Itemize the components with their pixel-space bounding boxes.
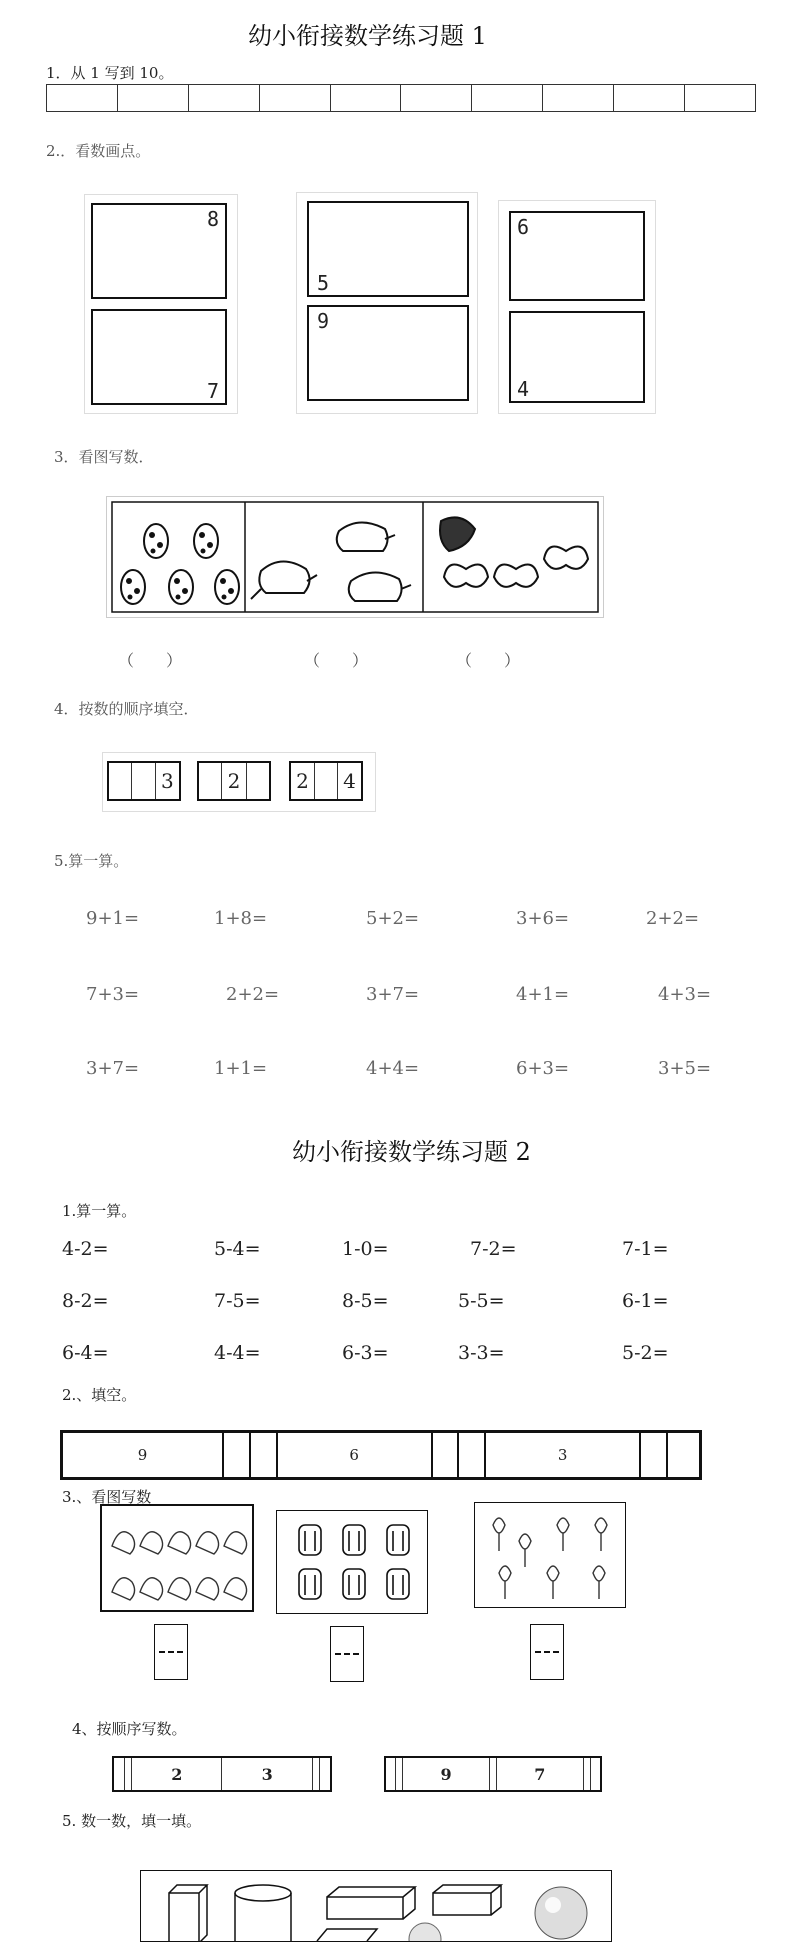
equation: 3+7=	[366, 984, 420, 1005]
equation: 5-4=	[214, 1238, 261, 1260]
equation: 3+7=	[86, 1058, 140, 1079]
dashed-line	[535, 1651, 559, 1653]
sequence-cell[interactable]	[108, 762, 132, 800]
equation: 1+1=	[214, 1058, 268, 1079]
sequence-cell[interactable]: 4	[337, 762, 362, 800]
order-cell[interactable]	[124, 1757, 131, 1791]
fill-cell[interactable]	[458, 1432, 485, 1479]
picture-frame	[474, 1502, 626, 1608]
sheet2-q1-label: 1.算一算。	[62, 1202, 137, 1220]
equation: 4+3=	[658, 984, 712, 1005]
fill-cell[interactable]	[432, 1432, 459, 1479]
sheet1-q4-label: 4．按数的顺序填空．	[54, 700, 199, 718]
fill-cell[interactable]: 6	[277, 1432, 432, 1479]
sequence-cell[interactable]: 2	[222, 762, 246, 800]
write-1-to-10-grid	[46, 84, 756, 112]
sequence-group	[197, 761, 271, 801]
answer-box[interactable]	[530, 1624, 564, 1680]
equation: 7-1=	[622, 1238, 669, 1260]
sheet1-q5-label: 5.算一算。	[54, 852, 129, 870]
dot-drawing-box[interactable]: 8	[91, 203, 227, 299]
equation: 6-3=	[342, 1342, 389, 1364]
dashed-line	[335, 1653, 359, 1655]
picture-frame	[100, 1504, 254, 1612]
equation: 8-5=	[342, 1290, 389, 1312]
answer-parens[interactable]: （ ）	[304, 651, 369, 670]
dot-drawing-box[interactable]: 6	[509, 211, 645, 301]
answer-cell[interactable]	[614, 85, 685, 112]
equation: 2+2=	[646, 908, 700, 929]
fill-cell[interactable]	[667, 1432, 701, 1479]
order-cell[interactable]	[396, 1757, 403, 1791]
sequence-cell[interactable]	[132, 762, 155, 800]
sequence-cell[interactable]	[246, 762, 270, 800]
dot-drawing-box[interactable]: 9	[307, 305, 469, 401]
fill-in-number-row	[60, 1430, 702, 1480]
order-cell[interactable]	[583, 1757, 590, 1791]
fill-cell[interactable]	[223, 1432, 250, 1479]
sheet1-q1-label: 1．从 1 写到 10。	[46, 64, 174, 82]
answer-box[interactable]	[154, 1624, 188, 1680]
order-group	[384, 1756, 602, 1792]
sequence-cell[interactable]: 3	[155, 762, 180, 800]
order-cell[interactable]: 3	[222, 1757, 312, 1791]
equation: 1-0=	[342, 1238, 389, 1260]
order-cell[interactable]	[113, 1757, 124, 1791]
sequence-cell[interactable]	[315, 762, 338, 800]
order-cell[interactable]	[385, 1757, 396, 1791]
equation: 7+3=	[86, 984, 140, 1005]
shapes-panel	[140, 1870, 612, 1942]
equation: 7-5=	[214, 1290, 261, 1312]
equation: 1+8=	[214, 908, 268, 929]
order-group	[112, 1756, 332, 1792]
order-cell[interactable]	[590, 1757, 601, 1791]
3d-shapes-illustration	[141, 1871, 611, 1941]
equation: 9+1=	[86, 908, 140, 929]
sheet2-q5-label: 5. 数一数，填一填。	[62, 1812, 202, 1830]
sheet1-q2-label: 2.．看数画点。	[46, 142, 151, 160]
equation: 5-2=	[622, 1342, 669, 1364]
equation: 4-4=	[214, 1342, 261, 1364]
picture-frame	[276, 1510, 428, 1614]
dot-drawing-box[interactable]: 5	[307, 201, 469, 297]
bags-illustration	[277, 1511, 427, 1613]
dot-box-pair	[296, 192, 478, 414]
equation: 5+2=	[366, 908, 420, 929]
sheet2-q4-label: 4、按顺序写数。	[72, 1720, 187, 1738]
answer-cell[interactable]	[330, 85, 401, 112]
answer-cell[interactable]	[543, 85, 614, 112]
sheet1-q3-label: 3．看图写数．	[54, 448, 154, 466]
animals-illustration	[111, 501, 599, 613]
answer-cell[interactable]	[47, 85, 118, 112]
answer-cell[interactable]	[401, 85, 472, 112]
dashed-line	[159, 1651, 183, 1653]
sheet2-q3-label: 3.、看图写数	[62, 1488, 152, 1506]
answer-cell[interactable]	[472, 85, 543, 112]
flowers-illustration	[475, 1503, 625, 1607]
sequence-group	[107, 761, 181, 801]
equation: 3+6=	[516, 908, 570, 929]
answer-box[interactable]	[330, 1626, 364, 1682]
sheet2-title: 幼小衔接数学练习题 2	[292, 1138, 531, 1166]
order-cell[interactable]: 9	[403, 1757, 490, 1791]
equation: 5-5=	[458, 1290, 505, 1312]
answer-parens[interactable]: （ ）	[456, 651, 521, 670]
equation: 3+5=	[658, 1058, 712, 1079]
fill-cell[interactable]	[640, 1432, 667, 1479]
equation: 4+4=	[366, 1058, 420, 1079]
fill-cell[interactable]	[250, 1432, 277, 1479]
order-cell[interactable]	[489, 1757, 496, 1791]
equation: 8-2=	[62, 1290, 109, 1312]
picture-counting-strip	[106, 496, 604, 618]
dot-drawing-box[interactable]: 4	[509, 311, 645, 403]
kangaroos-illustration	[102, 1506, 252, 1610]
equation: 4+1=	[516, 984, 570, 1005]
fill-cell[interactable]: 3	[485, 1432, 640, 1479]
equation: 7-2=	[470, 1238, 517, 1260]
answer-parens[interactable]: （ ）	[118, 651, 183, 670]
sequence-fill-panel	[102, 752, 376, 812]
equation: 6+3=	[516, 1058, 570, 1079]
answer-cell[interactable]	[188, 85, 259, 112]
answer-cell[interactable]	[117, 85, 188, 112]
equation: 4-2=	[62, 1238, 109, 1260]
sequence-cell[interactable]	[198, 762, 222, 800]
equation: 2+2=	[226, 984, 280, 1005]
equation: 6-1=	[622, 1290, 669, 1312]
fill-cell[interactable]: 9	[62, 1432, 224, 1479]
equation: 6-4=	[62, 1342, 109, 1364]
order-cell[interactable]	[320, 1757, 331, 1791]
sequence-group	[289, 761, 363, 801]
order-cell[interactable]: 7	[497, 1757, 584, 1791]
sheet1-title: 幼小衔接数学练习题 1	[248, 22, 487, 50]
answer-cell[interactable]	[259, 85, 330, 112]
dot-box-pair	[498, 200, 656, 414]
sheet2-q2-label: 2.、填空。	[62, 1386, 137, 1404]
equation: 3-3=	[458, 1342, 505, 1364]
dot-box-pair	[84, 194, 238, 414]
order-cell[interactable]: 2	[132, 1757, 222, 1791]
order-cell[interactable]	[312, 1757, 319, 1791]
sequence-cell[interactable]: 2	[290, 762, 315, 800]
answer-cell[interactable]	[685, 85, 756, 112]
dot-drawing-box[interactable]: 7	[91, 309, 227, 405]
